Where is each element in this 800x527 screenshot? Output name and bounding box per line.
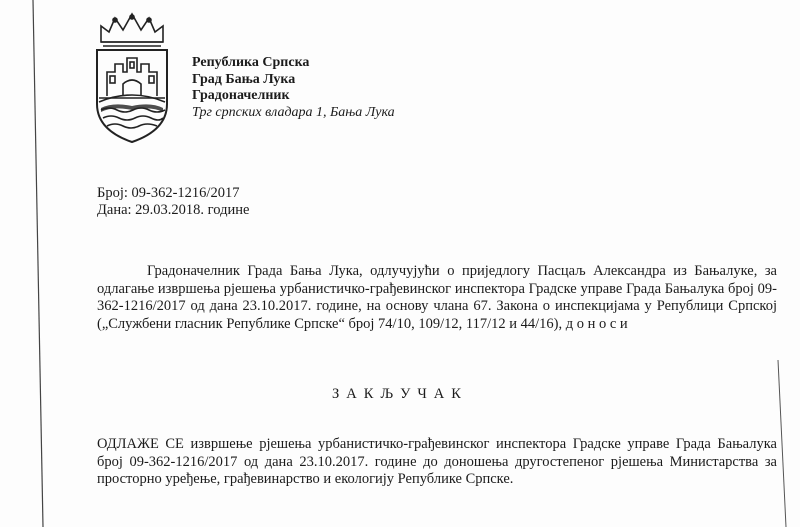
document-meta: [97, 185, 249, 219]
document-date: Дана: 29.03.2018. године: [97, 202, 250, 218]
document-number: Број: 09-362-1216/2017: [97, 185, 240, 201]
header-address: Трг српских владара 1, Бања Лука: [192, 104, 395, 120]
intro-paragraph: Градоначелник Града Бања Лука, одлучујући о приједлогу Пасцаљ Александра из Бањалуке, за одлагање извршења рјешења урбанистичко-грађевинског инспектора Градске управе Града Бањалука број 09-362-1216/2017 од дана 23.10.2017. године, на основу члана 67. Закона о инспекцијама у Републици Српској („Службени гласник Републике Српске“ број 74/10, 109/12, 117/12 и 44/16), д о н о с и: [97, 263, 777, 332]
header-republic: Република Српска: [192, 55, 310, 70]
header-city: Град Бањa Лука: [192, 71, 296, 87]
decision-paragraph: ОДЛАЖЕ СЕ извршење рјешења урбанистичко-грађевинског инспектора Градске управе Града Бањалука број 09-362-1216/2017 од дана 23.10.2017. године до доношења другостепеног рјешења Министарства за просторно уређење, грађевинарство и екологију Републике Српске.: [97, 436, 777, 487]
coat-of-arms-icon: [93, 12, 171, 144]
letterhead: [192, 55, 395, 121]
document-title: ЗАКЉУЧАК: [332, 386, 468, 402]
header-mayor: Градоначелник: [192, 88, 290, 103]
